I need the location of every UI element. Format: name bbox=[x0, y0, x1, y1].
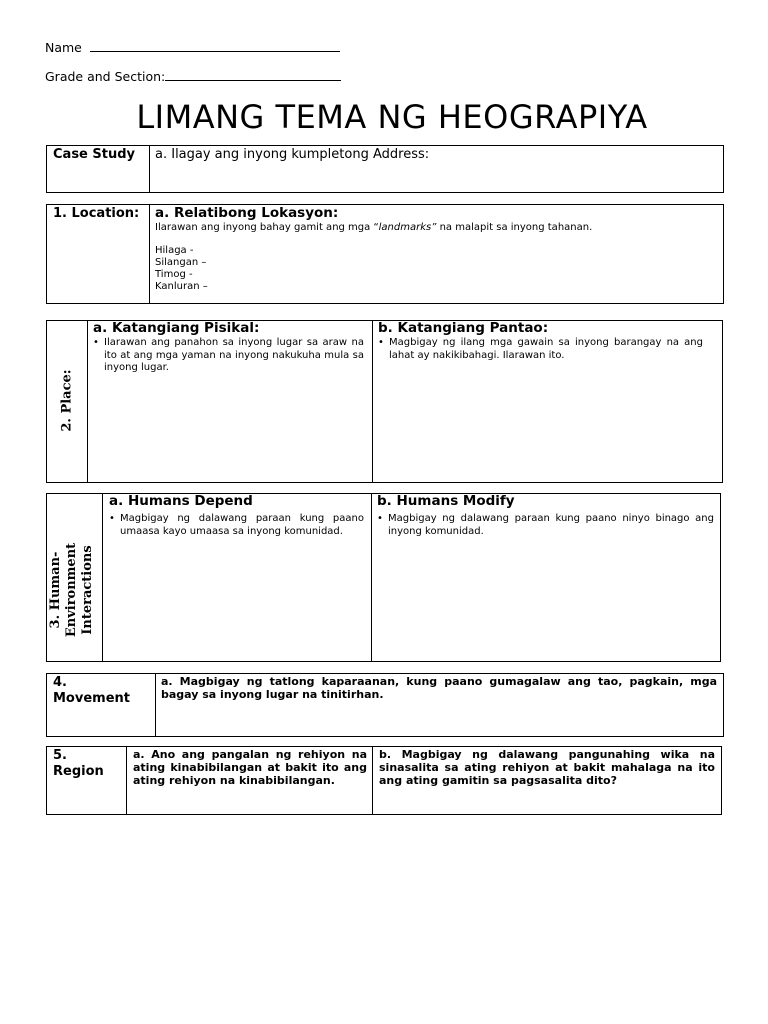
direction-north: Hilaga - bbox=[155, 245, 194, 256]
movement-label-line1: 4. bbox=[53, 675, 67, 690]
case-study-box bbox=[46, 145, 724, 193]
page-title: LIMANG TEMA NG HEOGRAPIYA bbox=[136, 98, 648, 136]
region-label-line2: Region bbox=[53, 764, 104, 779]
bullet-dot: • bbox=[378, 337, 384, 348]
grade-section-label: Grade and Section: bbox=[45, 69, 166, 84]
name-field[interactable] bbox=[90, 38, 340, 52]
humans-modify-heading: b. Humans Modify bbox=[377, 493, 515, 509]
hei-label-line2: Environment bbox=[64, 542, 79, 638]
place-label: 2. Place: bbox=[59, 369, 75, 432]
humans-depend-text: Magbigay ng dalawang paraan kung paano umaasa kayo umaasa sa inyong komunidad. bbox=[120, 513, 364, 537]
region-a-text: a. Ano ang pangalan ng rehiyon na ating kinabibilangan at bakit ito ang ating rehiyon na kinabibilangan. bbox=[133, 748, 367, 787]
name-label: Name bbox=[45, 40, 82, 55]
grade-section-field[interactable] bbox=[165, 67, 341, 81]
location-label: 1. Location: bbox=[53, 206, 140, 221]
human-text: Magbigay ng ilang mga gawain sa inyong barangay na ang lahat ay nakikibahagi. Ilarawan ito. bbox=[389, 337, 703, 361]
divider bbox=[87, 321, 88, 482]
movement-label-line2: Movement bbox=[53, 691, 130, 706]
instruction-post: na malapit sa inyong tahanan. bbox=[436, 222, 593, 233]
region-label-line1: 5. bbox=[53, 748, 67, 763]
humans-depend-heading: a. Humans Depend bbox=[109, 493, 253, 509]
movement-label bbox=[53, 675, 130, 707]
divider bbox=[155, 674, 156, 736]
case-study-label: Case Study bbox=[53, 147, 136, 162]
grade-section-line bbox=[45, 67, 341, 84]
physical-heading: a. Katangiang Pisikal: bbox=[93, 320, 260, 336]
instruction-italic: landmarks” bbox=[378, 222, 437, 233]
region-box bbox=[46, 746, 722, 815]
movement-box bbox=[46, 673, 724, 737]
case-study-prompt: a. Ilagay ang inyong kumpletong Address: bbox=[155, 147, 430, 162]
hei-label-line3: Interactions bbox=[80, 545, 95, 635]
place-box bbox=[46, 320, 723, 483]
direction-south: Timog - bbox=[155, 269, 193, 280]
physical-text: Ilarawan ang panahon sa inyong lugar sa araw na ito at ang mga yaman na inyong nakukuha mula sa inyong lugar. bbox=[104, 337, 364, 373]
bullet-dot: • bbox=[377, 513, 383, 524]
direction-east: Silangan – bbox=[155, 257, 207, 268]
direction-west: Kanluran – bbox=[155, 281, 208, 292]
humans-depend-bullet bbox=[109, 513, 364, 538]
divider bbox=[126, 747, 127, 814]
region-b-text: b. Magbigay ng dalawang pangunahing wika na sinasalita sa ating rehiyon at bakit mahalaga na ito ang ating gamitin sa pagsasalita dito? bbox=[379, 748, 715, 787]
region-label bbox=[53, 748, 104, 780]
divider bbox=[149, 146, 150, 192]
divider bbox=[372, 747, 373, 814]
humans-modify-text: Magbigay ng dalawang paraan kung paano ninyo binago ang inyong komunidad. bbox=[388, 513, 714, 537]
physical-bullet bbox=[93, 337, 364, 375]
bullet-dot: • bbox=[109, 513, 115, 524]
name-line bbox=[45, 38, 340, 55]
hei-label-line1: 3. Human- bbox=[48, 551, 63, 629]
divider bbox=[149, 205, 150, 303]
human-bullet bbox=[378, 337, 703, 362]
movement-text: a. Magbigay ng tatlong kaparaanan, kung paano gumagalaw ang tao, pagkain, mga bagay sa inyong lugar na tinitirhan. bbox=[161, 675, 717, 701]
human-heading: b. Katangiang Pantao: bbox=[378, 320, 549, 336]
location-instruction bbox=[155, 222, 592, 235]
humans-modify-bullet bbox=[377, 513, 714, 538]
divider bbox=[372, 321, 373, 482]
instruction-pre: Ilarawan ang inyong bahay gamit ang mga “ bbox=[155, 222, 379, 233]
relative-location-heading: a. Relatibong Lokasyon: bbox=[155, 205, 339, 221]
bullet-dot: • bbox=[93, 337, 99, 348]
divider bbox=[102, 494, 103, 661]
divider bbox=[371, 494, 372, 661]
hei-label bbox=[48, 525, 102, 655]
location-box bbox=[46, 204, 724, 304]
hei-box bbox=[46, 493, 721, 662]
